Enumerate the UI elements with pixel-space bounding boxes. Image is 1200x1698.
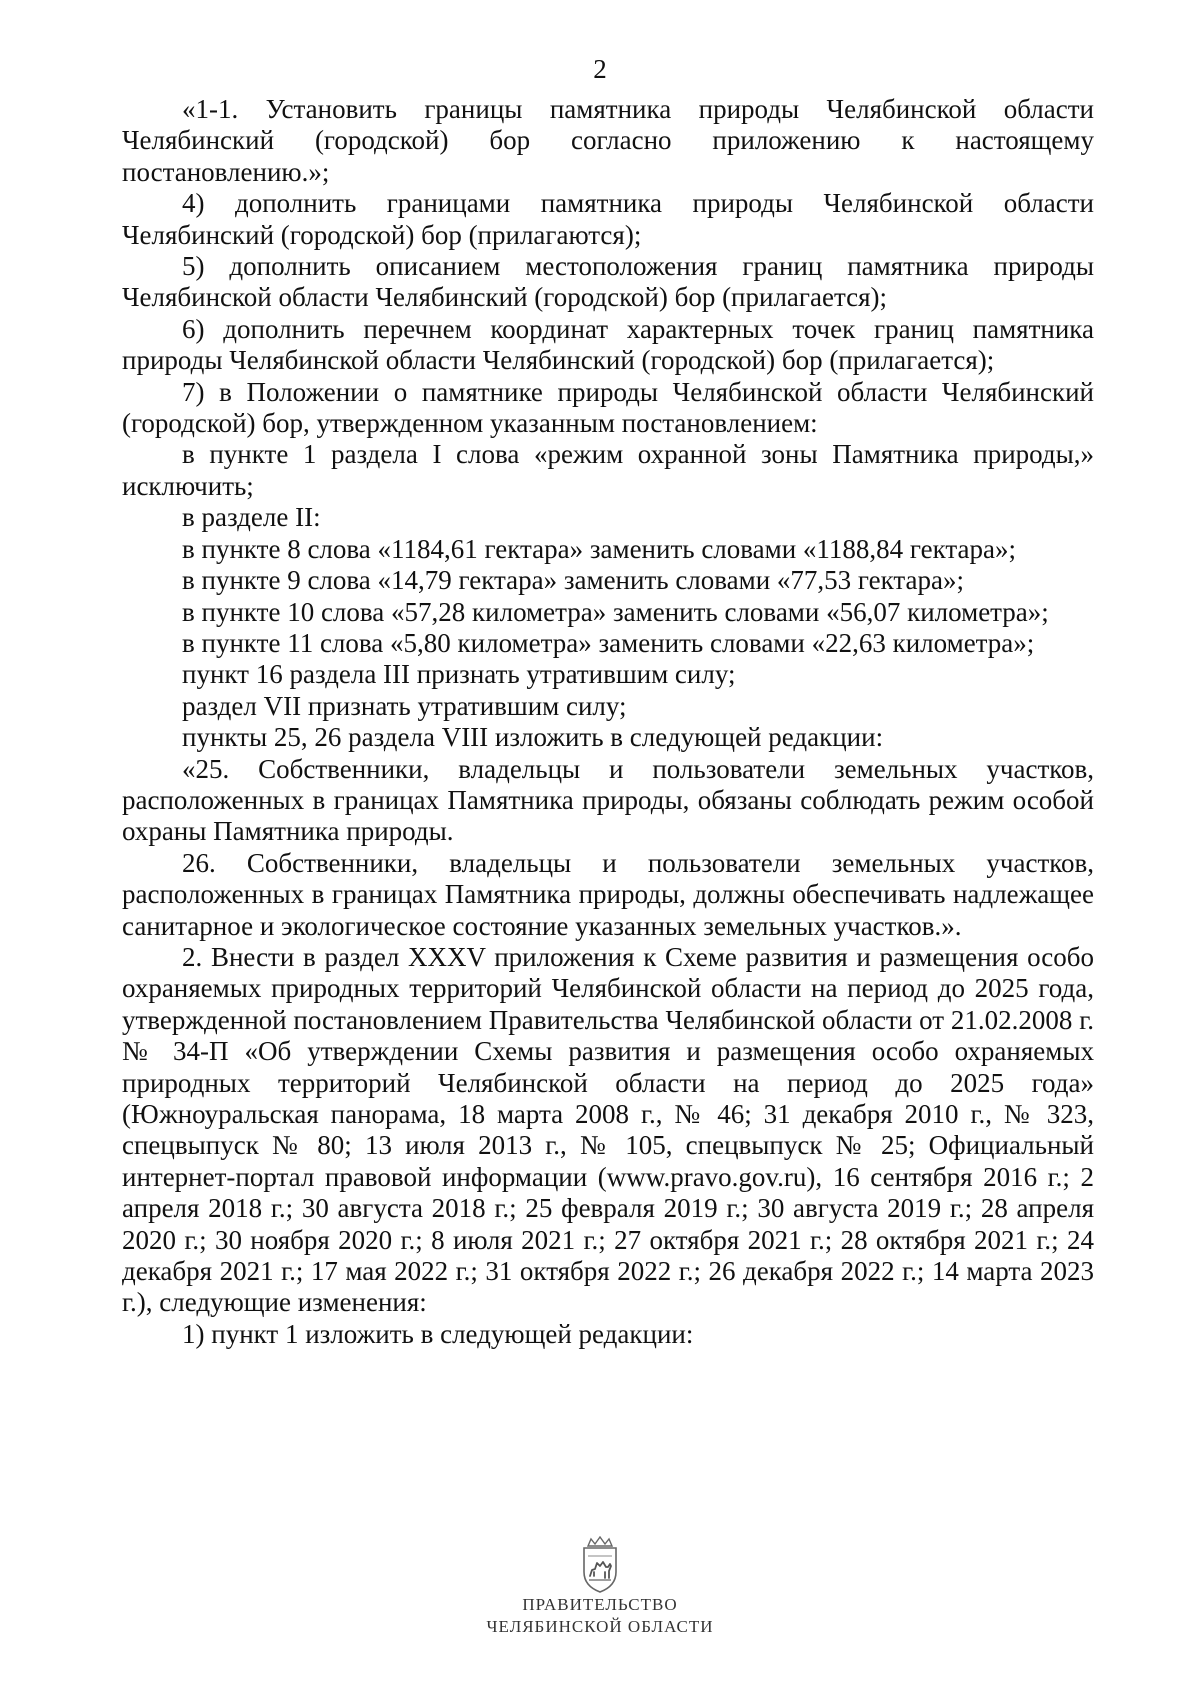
paragraph-point-9: в пункте 9 слова «14,79 гектара» заменить словами «77,53 гектара»; (182, 565, 964, 596)
paragraph-item-2: 2. Внести в раздел XXXV приложения к Схеме развития и размещения особо охраняемых природных территорий Челябинской области на период до 2025 года, утвержденной постановлением Правительства Челябинской области от 21.02.2008 г. № 34-П «Об утверждении Схемы развития и размещения особо охраняемых природных территорий Челябинской области на период до 2025 года» (Южноуральская панорама, 18 марта 2008 г., № 46; 31 декабря 2010 г., № 323, спецвыпуск № 80; 13 июля 2013 г., № 105, спецвыпуск № 25; Официальный интернет-портал правовой информации (www.pravo.gov.ru), 16 сентября 2016 г.; 2 апреля 2018 г.; 30 августа 2018 г.; 25 февраля 2019 г.; 30 августа 2019 г.; 28 апреля 2020 г.; 30 ноября 2020 г.; 8 июля 2021 г.; 27 октября 2021 г.; 28 октября 2021 г.; 24 декабря 2021 г.; 17 мая 2022 г.; 31 октября 2022 г.; 26 декабря 2022 г.; 14 марта 2023 г.), следующие изменения: (122, 941, 1094, 1318)
paragraph-section-7: раздел VII признать утратившим силу; (182, 690, 627, 721)
paragraph-point-10: в пункте 10 слова «57,28 километра» заменить словами «56,07 километра»; (182, 596, 1049, 627)
paragraph-point-16: пункт 16 раздела III признать утратившим силу; (182, 659, 736, 690)
org-name-line-2: ЧЕЛЯБИНСКОЙ ОБЛАСТИ (486, 1617, 714, 1636)
paragraph-item-7: 7) в Положении о памятнике природы Челябинской области Челябинский (городской) бор, утвержденном указанным постановлением: (122, 376, 1094, 439)
page-number: 2 (593, 54, 607, 84)
paragraph-section-2-header: в разделе II: (182, 502, 321, 533)
paragraph-point-26-text: 26. Собственники, владельцы и пользователи земельных участков, расположенных в границах Памятника природы, должны обеспечивать надлежащее санитарное и экологическое состояние указанных земельных участков.». (122, 847, 1094, 941)
paragraph-item-6: 6) дополнить перечнем координат характерных точек границ памятника природы Челябинской области Челябинский (городской) бор (прилагается); (122, 313, 1094, 376)
paragraph-item-5: 5) дополнить описанием местоположения границ памятника природы Челябинской области Челябинский (городской) бор (прилагается); (122, 251, 1094, 313)
org-name-line-1: ПРАВИТЕЛЬСТВО (522, 1595, 678, 1614)
paragraph-section-1-point-1: в пункте 1 раздела I слова «режим охранной зоны Памятника природы,» исключить; (122, 439, 1094, 501)
paragraph-item-4: 4) дополнить границами памятника природы Челябинской области Челябинский (городской) бор (прилагаются); (122, 188, 1094, 250)
chelyabinsk-coat-of-arms-icon (575, 1536, 625, 1594)
paragraph-point-1-edit: 1) пункт 1 изложить в следующей редакции: (182, 1318, 694, 1349)
paragraph-point-8: в пункте 8 слова «1184,61 гектара» заменить словами «1188,84 гектара»; (182, 533, 1016, 564)
paragraph-1-1: «1-1. Установить границы памятника природы Челябинской области Челябинский (городской) бор согласно приложению к настоящему постановлению.»; (122, 94, 1094, 187)
paragraph-point-11: в пункте 11 слова «5,80 километра» заменить словами «22,63 километра»; (182, 627, 1035, 658)
paragraph-points-25-26: пункты 25, 26 раздела VIII изложить в следующей редакции: (182, 722, 884, 753)
document-body (122, 94, 1094, 1350)
government-stamp (0, 1536, 1200, 1638)
paragraph-point-25-text: «25. Собственники, владельцы и пользователи земельных участков, расположенных в границах Памятника природы, обязаны соблюдать режим особой охраны Памятника природы. (122, 753, 1094, 847)
